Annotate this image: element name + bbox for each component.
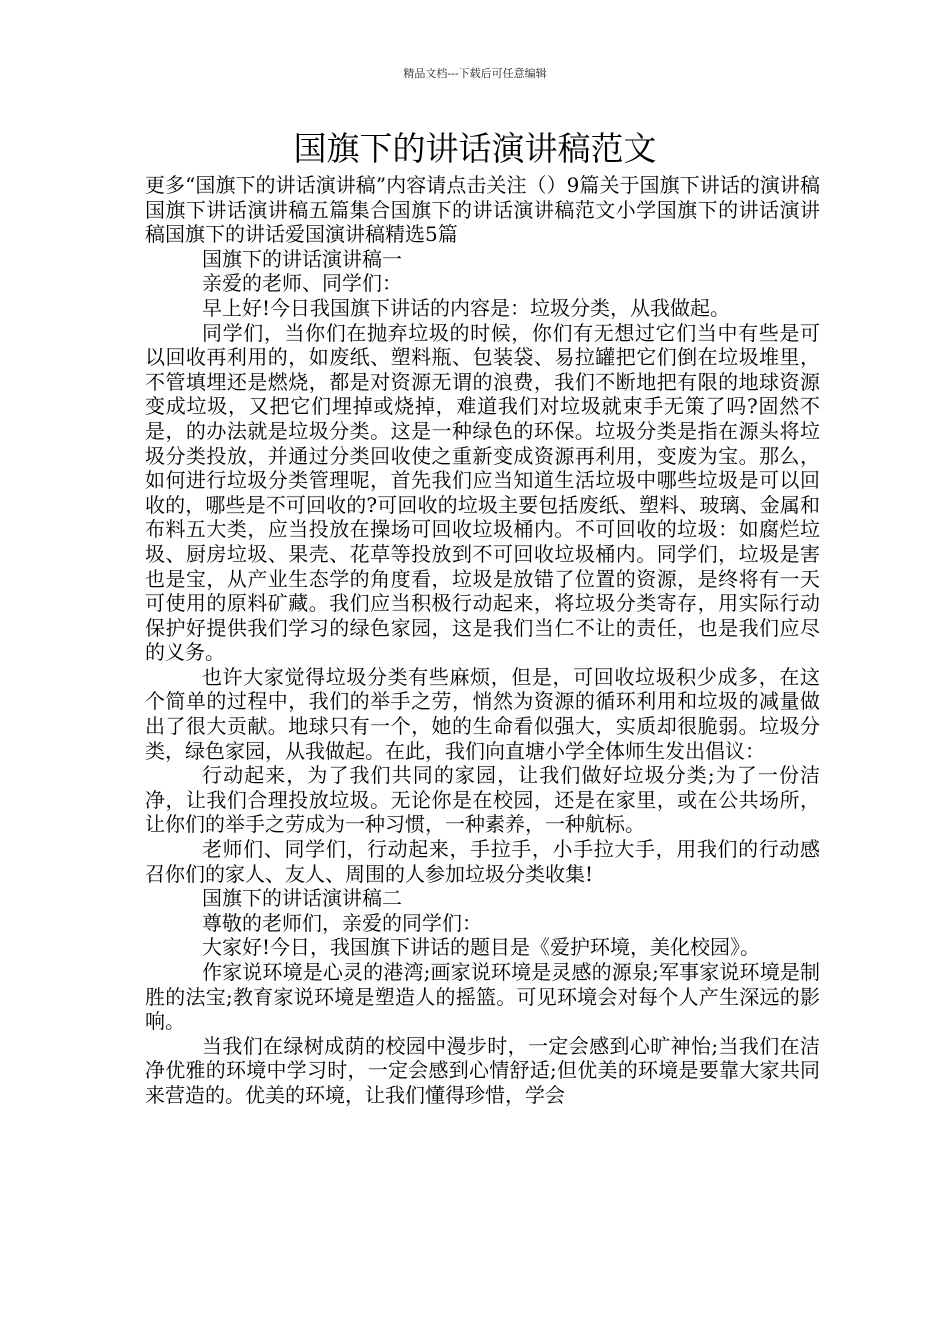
salutation-2: 尊敬的老师们，亲爱的同学们： <box>202 910 482 935</box>
paragraph-intro: 更多“国旗下的讲话演讲稿”内容请点击关注（）9篇关于国旗下讲话的演讲稿国旗下讲话演讲稿五篇集合国旗下的讲话演讲稿范文小学国旗下的讲话演讲稿国旗下的讲话爱国演讲稿精选5篇 <box>145 173 820 247</box>
section-heading-1: 国旗下的讲话演讲稿一 <box>202 246 402 271</box>
document-body <box>145 173 820 1108</box>
section-heading-2: 国旗下的讲话演讲稿二 <box>202 886 402 911</box>
header-note: 精品文档---下载后可任意编辑 <box>403 67 547 80</box>
paragraph: 早上好!今日我国旗下讲话的内容是：垃圾分类，从我做起。 <box>202 295 731 320</box>
paragraph: 老师们、同学们，行动起来，手拉手，小手拉大手，用我们的行动感召你们的家人、友人、周围的人参加垃圾分类收集! <box>145 837 820 886</box>
document-title: 国旗下的讲话演讲稿范文 <box>293 129 657 168</box>
paragraph: 作家说环境是心灵的港湾;画家说环境是灵感的源泉;军事家说环境是制胜的法宝;教育家说环境是塑造人的摇篮。可见环境会对每个人产生深远的影响。 <box>145 960 820 1034</box>
paragraph: 同学们，当你们在抛弃垃圾的时候，你们有无想过它们当中有些是可以回收再利用的，如废纸、塑料瓶、包装袋、易拉罐把它们倒在垃圾堆里，不管填埋还是燃烧，都是对资源无谓的浪费，我们不断地把有限的地球资源变成垃圾，又把它们埋掉或烧掉，难道我们对垃圾就束手无策了吗?固然不是，的办法就是垃圾分类。这是一种绿色的环保。垃圾分类是指在源头将垃圾分类投放，并通过分类回收使之重新变成资源再利用，变废为宝。那么，如何进行垃圾分类管理呢，首先我们应当知道生活垃圾中哪些垃圾是可以回收的，哪些是不可回收的?可回收的垃圾主要包括废纸、塑料、玻璃、金属和布料五大类，应当投放在操场可回收垃圾桶内。不可回收的垃圾：如腐烂垃圾、厨房垃圾、果壳、花草等投放到不可回收垃圾桶内。同学们，垃圾是害也是宝，从产业生态学的角度看，垃圾是放错了位置的资源，是终将有一天可使用的原料矿藏。我们应当积极行动起来，将垃圾分类寄存，用实际行动保护好提供我们学习的绿色家园，这是我们当仁不让的责任，也是我们应尽的义务。 <box>145 320 820 665</box>
paragraph: 也许大家觉得垃圾分类有些麻烦，但是，可回收垃圾积少成多，在这个简单的过程中，我们的举手之劳，悄然为资源的循环利用和垃圾的减量做出了很大贡献。地球只有一个，她的生命看似强大，实质却很脆弱。垃圾分类，绿色家园，从我做起。在此，我们向直塘小学全体师生发出倡议： <box>145 664 820 763</box>
salutation-1: 亲爱的老师、同学们： <box>202 271 402 296</box>
paragraph: 当我们在绿树成荫的校园中漫步时，一定会感到心旷神怡;当我们在洁净优雅的环境中学习时，一定会感到心情舒适;但优美的环境是要靠大家共同来营造的。优美的环境，让我们懂得珍惜，学会 <box>145 1033 820 1107</box>
paragraph: 大家好!今日，我国旗下讲话的题目是《爱护环境，美化校园》。 <box>202 935 761 960</box>
paragraph: 行动起来，为了我们共同的家园，让我们做好垃圾分类;为了一份洁净，让我们合理投放垃圾。无论你是在校园，还是在家里，或在公共场所，让你们的举手之劳成为一种习惯，一种素养，一种航标。 <box>145 763 820 837</box>
